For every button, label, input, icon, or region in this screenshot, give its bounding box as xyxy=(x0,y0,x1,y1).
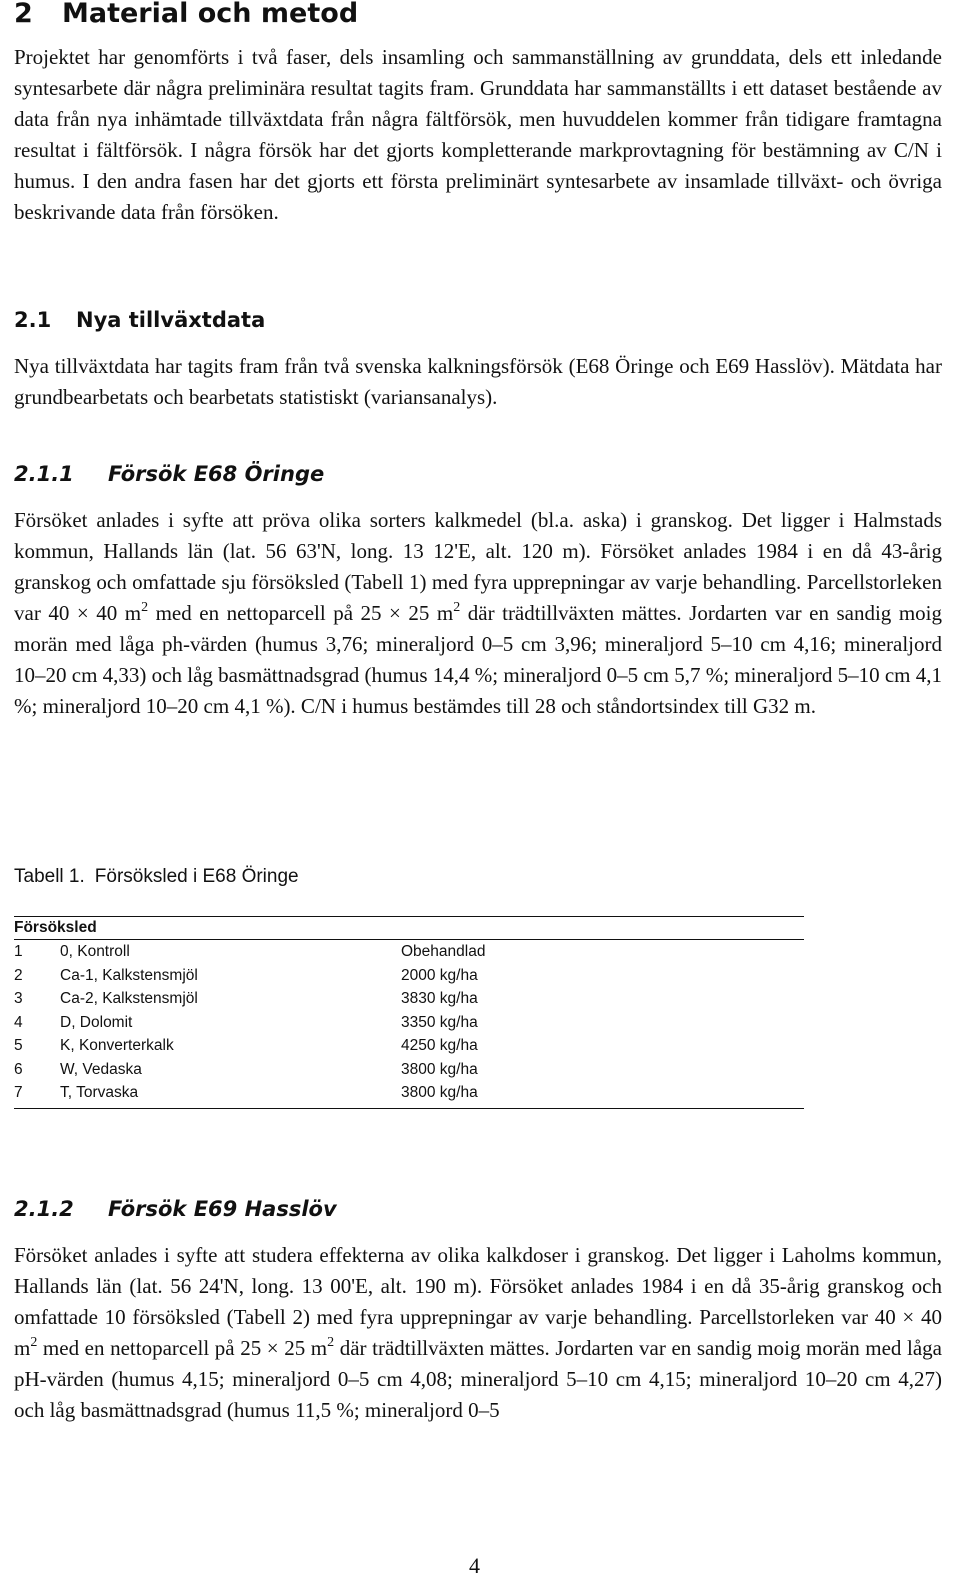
e69-heading xyxy=(14,1197,337,1221)
treatment-name: 0, Kontroll xyxy=(60,943,130,960)
treatment-name: Ca-2, Kalkstensmjöl xyxy=(60,990,198,1007)
treatment-name: Ca-1, Kalkstensmjöl xyxy=(60,966,198,984)
table-row xyxy=(14,1058,804,1082)
row-number: 2 xyxy=(14,966,23,984)
treatment-dose: Obehandlad xyxy=(401,943,486,960)
treatment-dose: 3830 kg/ha xyxy=(401,990,478,1007)
treatment-dose: 3800 kg/ha xyxy=(401,1084,478,1101)
e68-paragraph: Försöket anlades i syfte att pröva olika sorters kalkmedel (bl.a. aska) i granskog. Det ligger i Halmstads kommun, Hallands län (lat. 56 63'N, long. 13 12'E, alt. 120 m). Försöket anlades 1984 i en då 43-årig granskog och omfattade sju försöksled (Tabell 1) med fyra upprepningar av varje behandling. Parcellstorleken var 40 × 40 $m^2$ med en nettoparcell på 25 × 25 $m^2$ där trädtillväxten mättes. Jordarten var en sandig moig morän med låga ph-värden (humus 3,76; mineraljord 0–5 cm 3,96; mineraljord 5–10 cm 4,16; mineraljord 10–20 cm 4,33) och låg basmättnadsgrad (humus 14,4 %; mineraljord 0–5 cm 5,7 %; mineraljord 5–10 cm 4,1 %; mineraljord 10–20 cm 4,1 %). C/N i humus bestämdes till 28 och ståndortsindex till G32 m. xyxy=(14,508,942,718)
treatment-name: K, Konverterkalk xyxy=(60,1037,174,1054)
section-title: Material och metod xyxy=(62,0,359,29)
table-row xyxy=(14,964,804,988)
table-title: Försöksled i E68 Öringe xyxy=(94,866,299,887)
table-bottom-rule xyxy=(14,1108,804,1109)
table-body xyxy=(14,940,804,1105)
section-number: 2 xyxy=(14,0,33,29)
e69-number: 2.1.2 xyxy=(14,1197,74,1221)
treatment-dose: 3350 kg/ha xyxy=(401,1013,478,1031)
treatment-dose: 4250 kg/ha xyxy=(401,1037,478,1054)
table-row xyxy=(14,1081,804,1105)
treatment-dose: 3800 kg/ha xyxy=(401,1060,478,1078)
treatment-name: W, Vedaska xyxy=(60,1060,142,1078)
e69-title: Försök E69 Hasslöv xyxy=(108,1197,337,1221)
table-caption xyxy=(14,866,299,888)
intro-paragraph: Projektet har genomförts i två faser, dels insamling och sammanställning av grunddata, dels ett inledande syntesarbete där några preliminära resultat tagits fram. Grunddata har sammanställts i ett dataset bestående av data från nya inhämtade tillväxtdata från några fältförsök, men huvuddelen kommer från tidigare framtagna resultat i fältförsök. I några försök har det gjorts kompletterande markprovtagning för bestämning av C/N i humus. I den andra fasen har det gjorts ett första preliminärt syntesarbete av insamlade tillväxt- och övriga beskrivande data från försöken. xyxy=(14,45,942,224)
treatment-name: T, Torvaska xyxy=(60,1084,139,1101)
row-number: 6 xyxy=(14,1060,23,1078)
row-number: 7 xyxy=(14,1084,23,1101)
table-row xyxy=(14,1011,804,1035)
table-label: Tabell 1. xyxy=(14,866,85,887)
treatment-name: D, Dolomit xyxy=(60,1013,133,1031)
page-number: 4 xyxy=(469,1553,480,1578)
e68-title: Försök E68 Öringe xyxy=(108,462,325,486)
treatment-table xyxy=(14,916,804,1109)
table-row xyxy=(14,1034,804,1058)
section-heading xyxy=(14,0,358,29)
subsection-title: Nya tillväxtdata xyxy=(76,308,266,332)
row-number: 3 xyxy=(14,990,23,1007)
e68-number: 2.1.1 xyxy=(14,462,74,486)
table-row xyxy=(14,940,804,964)
row-number: 1 xyxy=(14,943,23,960)
table-row xyxy=(14,987,804,1011)
row-number: 4 xyxy=(14,1013,23,1031)
row-number: 5 xyxy=(14,1037,23,1054)
treatment-dose: 2000 kg/ha xyxy=(401,966,478,984)
subsection-paragraph: Nya tillväxtdata har tagits fram från två svenska kalkningsförsök (E68 Öringe och E69 Hasslöv). Mätdata har grundbearbetats och bearbetats statistiskt (variansanalys). xyxy=(14,354,942,409)
e68-heading xyxy=(14,462,324,486)
e69-paragraph: Försöket anlades i syfte att studera effekterna av olika kalkdoser i granskog. Det ligger i Laholms kommun, Hallands län (lat. 56 24'N, long. 13 00'E, alt. 190 m). Försöket anlades 1984 i en då 35-årig granskog och omfattade 10 försöksled (Tabell 2) med fyra upprepningar av varje behandling. Parcellstorleken var 40 × 40 $m^2$ med en nettoparcell på 25 × 25 $m^2$ där trädtillväxten mättes. Jordarten var en sandig moig morän med låga pH-värden (humus 4,15; mineraljord 0–5 cm 4,08; mineraljord 5–10 cm 4,15; mineraljord 10–20 cm 4,27) och låg basmättnadsgrad (humus 11,5 %; mineraljord 0–5 xyxy=(14,1243,942,1422)
table-header: Försöksled xyxy=(14,919,97,936)
subsection-number: 2.1 xyxy=(14,308,52,332)
subsection-heading xyxy=(14,308,265,332)
